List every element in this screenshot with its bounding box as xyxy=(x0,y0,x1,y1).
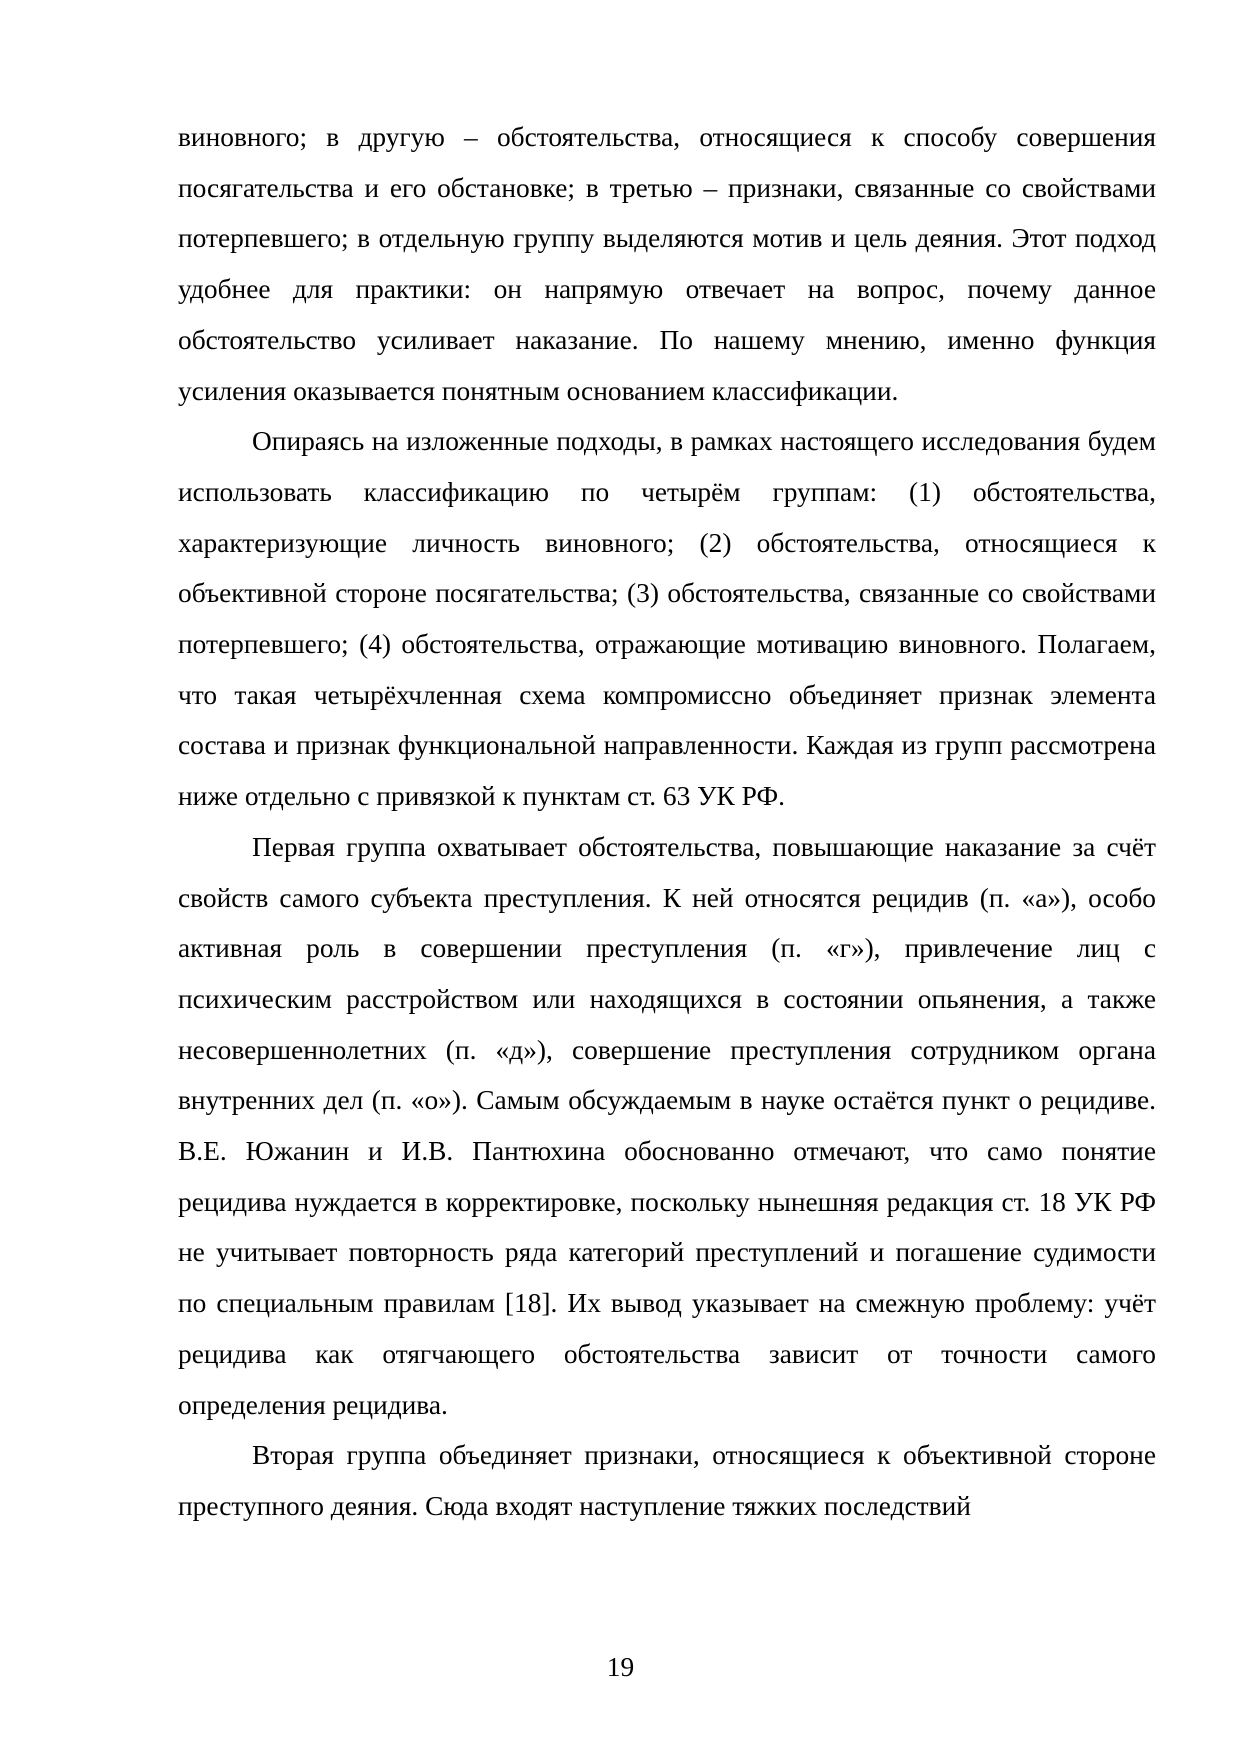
paragraph-first-group: Первая группа охватывает обстоятельства, повышающие наказание за счёт свойств самого субъекта преступления. К ней относятся рецидив (п. «а»), особо активная роль в совершении преступления (п. «г»), привлечение лиц с психическим расстройством или находящихся в состоянии опьянения, а также несовершеннолетних (п. «д»), совершение преступления сотрудником органа внутренних дел (п. «о»). Самым обсуждаемым в науке остаётся пункт о рецидиве. В.Е. Южанин и И.В. Пантюхина обоснованно отмечают, что само понятие рецидива нуждается в корректировке, поскольку нынешняя редакция ст. 18 УК РФ не учитывает повторность ряда категорий преступлений и погашение судимости по специальным правилам [18]. Их вывод указывает на смежную проблему: учёт рецидива как отягчающего обстоятельства зависит от точности самого определения рецидива. xyxy=(178,831,1156,1420)
page-number: 19 xyxy=(606,1652,635,1682)
paragraph-second-group: Вторая группа объединяет признаки, относящиеся к объективной стороне преступного деяния. Сюда входят наступление тяжких последствий xyxy=(178,1440,1156,1521)
document-body xyxy=(178,112,1156,1532)
paragraph-continuation: виновного; в другую – обстоятельства, относящиеся к способу совершения посягательства и его обстановке; в третью – признаки, связанные со свойствами потерпевшего; в отдельную группу выделяются мотив и цель деяния. Этот подход удобнее для практики: он напрямую отвечает на вопрос, почему данное обстоятельство усиливает наказание. По нашему мнению, именно функция усиления оказывается понятным основанием классификации. xyxy=(178,122,1156,406)
paragraph-classification-approach: Опираясь на изложенные подходы, в рамках настоящего исследования будем использовать классификацию по четырём группам: (1) обстоятельства, характеризующие личность виновного; (2) обстоятельства, относящиеся к объективной стороне посягательства; (3) обстоятельства, связанные со свойствами потерпевшего; (4) обстоятельства, отражающие мотивацию виновного. Полагаем, что такая четырёхчленная схема компромиссно объединяет признак элемента состава и признак функциональной направленности. Каждая из групп рассмотрена ниже отдельно с привязкой к пунктам ст. 63 УК РФ. xyxy=(178,426,1156,812)
